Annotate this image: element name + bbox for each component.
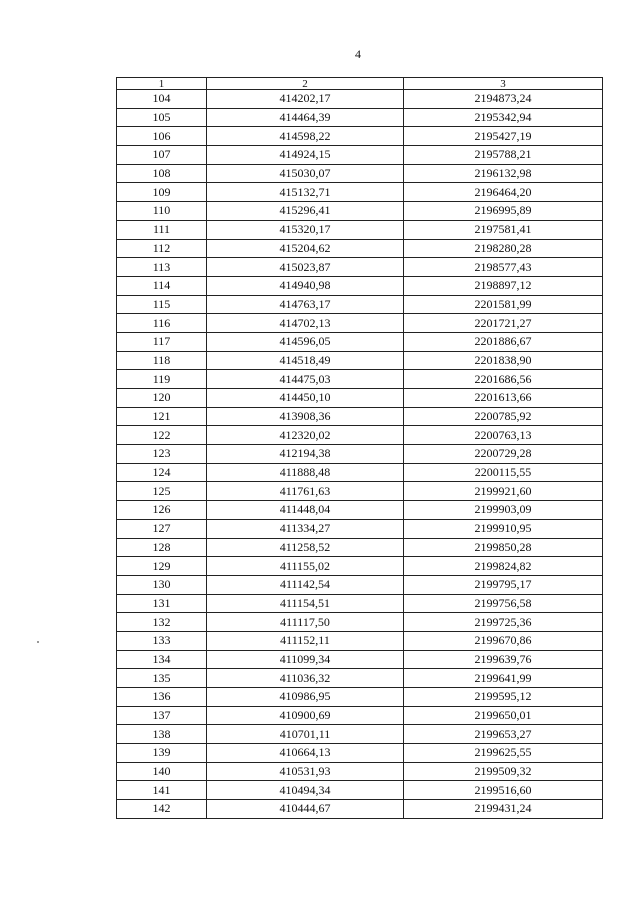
cell-point-number: 115 — [117, 295, 207, 314]
cell-point-number: 105 — [117, 108, 207, 127]
cell-point-number: 127 — [117, 519, 207, 538]
cell-y-coordinate: 2195788,21 — [404, 146, 603, 165]
cell-x-coordinate: 414450,10 — [207, 389, 404, 408]
cell-y-coordinate: 2196132,98 — [404, 164, 603, 183]
table-row — [117, 108, 603, 127]
cell-point-number: 113 — [117, 258, 207, 277]
cell-y-coordinate: 2197581,41 — [404, 220, 603, 239]
cell-y-coordinate: 2200729,28 — [404, 445, 603, 464]
cell-point-number: 138 — [117, 725, 207, 744]
table-row — [117, 426, 603, 445]
cell-y-coordinate: 2195342,94 — [404, 108, 603, 127]
cell-point-number: 141 — [117, 781, 207, 800]
cell-x-coordinate: 411258,52 — [207, 538, 404, 557]
cell-y-coordinate: 2201721,27 — [404, 314, 603, 333]
cell-y-coordinate: 2198897,12 — [404, 276, 603, 295]
cell-y-coordinate: 2199725,36 — [404, 613, 603, 632]
cell-point-number: 117 — [117, 332, 207, 351]
cell-point-number: 112 — [117, 239, 207, 258]
cell-y-coordinate: 2199641,99 — [404, 669, 603, 688]
cell-point-number: 132 — [117, 613, 207, 632]
table-body — [117, 90, 603, 819]
page-number: 4 — [355, 47, 361, 61]
table-row — [117, 594, 603, 613]
cell-x-coordinate: 410444,67 — [207, 800, 404, 819]
cell-point-number: 111 — [117, 220, 207, 239]
cell-y-coordinate: 2199625,55 — [404, 744, 603, 763]
table-row — [117, 557, 603, 576]
table-row — [117, 332, 603, 351]
cell-y-coordinate: 2201886,67 — [404, 332, 603, 351]
cell-y-coordinate: 2194873,24 — [404, 90, 603, 109]
cell-y-coordinate: 2196464,20 — [404, 183, 603, 202]
cell-y-coordinate: 2199509,32 — [404, 762, 603, 781]
cell-y-coordinate: 2198280,28 — [404, 239, 603, 258]
table-row — [117, 538, 603, 557]
cell-x-coordinate: 411888,48 — [207, 463, 404, 482]
cell-point-number: 122 — [117, 426, 207, 445]
cell-x-coordinate: 411152,11 — [207, 631, 404, 650]
cell-point-number: 120 — [117, 389, 207, 408]
cell-x-coordinate: 410701,11 — [207, 725, 404, 744]
table-row — [117, 781, 603, 800]
cell-point-number: 114 — [117, 276, 207, 295]
cell-x-coordinate: 414464,39 — [207, 108, 404, 127]
cell-x-coordinate: 414596,05 — [207, 332, 404, 351]
cell-point-number: 118 — [117, 351, 207, 370]
table-row — [117, 295, 603, 314]
cell-point-number: 106 — [117, 127, 207, 146]
cell-x-coordinate: 414518,49 — [207, 351, 404, 370]
table-header-row — [117, 78, 603, 90]
cell-point-number: 130 — [117, 575, 207, 594]
cell-x-coordinate: 415204,62 — [207, 239, 404, 258]
cell-point-number: 136 — [117, 688, 207, 707]
cell-x-coordinate: 410900,69 — [207, 706, 404, 725]
table-row — [117, 146, 603, 165]
table-row — [117, 258, 603, 277]
table-row — [117, 688, 603, 707]
cell-y-coordinate: 2199516,60 — [404, 781, 603, 800]
cell-x-coordinate: 410531,93 — [207, 762, 404, 781]
cell-y-coordinate: 2200763,13 — [404, 426, 603, 445]
cell-point-number: 121 — [117, 407, 207, 426]
cell-y-coordinate: 2198577,43 — [404, 258, 603, 277]
cell-point-number: 126 — [117, 501, 207, 520]
cell-point-number: 142 — [117, 800, 207, 819]
table-row — [117, 706, 603, 725]
cell-y-coordinate: 2201581,99 — [404, 295, 603, 314]
coordinates-table — [116, 77, 603, 819]
cell-point-number: 133 — [117, 631, 207, 650]
cell-x-coordinate: 411099,34 — [207, 650, 404, 669]
cell-x-coordinate: 411142,54 — [207, 575, 404, 594]
cell-point-number: 137 — [117, 706, 207, 725]
table-row — [117, 183, 603, 202]
cell-x-coordinate: 414924,15 — [207, 146, 404, 165]
cell-y-coordinate: 2201686,56 — [404, 370, 603, 389]
cell-y-coordinate: 2199756,58 — [404, 594, 603, 613]
scan-artifact-dot — [37, 641, 39, 643]
cell-x-coordinate: 412320,02 — [207, 426, 404, 445]
cell-point-number: 134 — [117, 650, 207, 669]
cell-x-coordinate: 414702,13 — [207, 314, 404, 333]
table-row — [117, 90, 603, 109]
cell-y-coordinate: 2195427,19 — [404, 127, 603, 146]
table-row — [117, 276, 603, 295]
cell-x-coordinate: 410664,13 — [207, 744, 404, 763]
cell-y-coordinate: 2200115,55 — [404, 463, 603, 482]
cell-point-number: 123 — [117, 445, 207, 464]
table-row — [117, 164, 603, 183]
cell-x-coordinate: 414940,98 — [207, 276, 404, 295]
cell-point-number: 110 — [117, 202, 207, 221]
table-row — [117, 501, 603, 520]
column-header-x: 2 — [207, 78, 404, 90]
cell-y-coordinate: 2199903,09 — [404, 501, 603, 520]
cell-y-coordinate: 2199824,82 — [404, 557, 603, 576]
cell-x-coordinate: 415023,87 — [207, 258, 404, 277]
table-row — [117, 669, 603, 688]
table-row — [117, 351, 603, 370]
cell-x-coordinate: 413908,36 — [207, 407, 404, 426]
cell-y-coordinate: 2199795,17 — [404, 575, 603, 594]
table-row — [117, 800, 603, 819]
cell-y-coordinate: 2199653,27 — [404, 725, 603, 744]
cell-x-coordinate: 415030,07 — [207, 164, 404, 183]
table-row — [117, 575, 603, 594]
cell-x-coordinate: 411334,27 — [207, 519, 404, 538]
table-row — [117, 519, 603, 538]
cell-point-number: 135 — [117, 669, 207, 688]
cell-x-coordinate: 414202,17 — [207, 90, 404, 109]
table-row — [117, 407, 603, 426]
cell-x-coordinate: 411448,04 — [207, 501, 404, 520]
cell-y-coordinate: 2199910,95 — [404, 519, 603, 538]
cell-x-coordinate: 411155,02 — [207, 557, 404, 576]
cell-y-coordinate: 2199639,76 — [404, 650, 603, 669]
cell-y-coordinate: 2199670,86 — [404, 631, 603, 650]
cell-point-number: 125 — [117, 482, 207, 501]
cell-x-coordinate: 415296,41 — [207, 202, 404, 221]
cell-y-coordinate: 2199850,28 — [404, 538, 603, 557]
table-row — [117, 389, 603, 408]
table-row — [117, 202, 603, 221]
table-row — [117, 762, 603, 781]
cell-point-number: 119 — [117, 370, 207, 389]
cell-point-number: 104 — [117, 90, 207, 109]
cell-point-number: 131 — [117, 594, 207, 613]
table-row — [117, 314, 603, 333]
cell-x-coordinate: 414475,03 — [207, 370, 404, 389]
table-row — [117, 613, 603, 632]
cell-point-number: 128 — [117, 538, 207, 557]
cell-x-coordinate: 411761,63 — [207, 482, 404, 501]
table-row — [117, 220, 603, 239]
cell-point-number: 116 — [117, 314, 207, 333]
cell-point-number: 140 — [117, 762, 207, 781]
table-row — [117, 370, 603, 389]
cell-point-number: 124 — [117, 463, 207, 482]
cell-y-coordinate: 2196995,89 — [404, 202, 603, 221]
table-row — [117, 127, 603, 146]
table-row — [117, 631, 603, 650]
column-header-number: 1 — [117, 78, 207, 90]
cell-point-number: 107 — [117, 146, 207, 165]
cell-x-coordinate: 414763,17 — [207, 295, 404, 314]
table-row — [117, 463, 603, 482]
cell-x-coordinate: 411117,50 — [207, 613, 404, 632]
cell-y-coordinate: 2199921,60 — [404, 482, 603, 501]
cell-x-coordinate: 415320,17 — [207, 220, 404, 239]
cell-x-coordinate: 412194,38 — [207, 445, 404, 464]
cell-y-coordinate: 2201613,66 — [404, 389, 603, 408]
cell-point-number: 129 — [117, 557, 207, 576]
table-row — [117, 482, 603, 501]
cell-y-coordinate: 2199595,12 — [404, 688, 603, 707]
cell-x-coordinate: 410986,95 — [207, 688, 404, 707]
cell-y-coordinate: 2201838,90 — [404, 351, 603, 370]
cell-x-coordinate: 414598,22 — [207, 127, 404, 146]
cell-x-coordinate: 410494,34 — [207, 781, 404, 800]
table-row — [117, 239, 603, 258]
table-row — [117, 725, 603, 744]
table-row — [117, 744, 603, 763]
cell-y-coordinate: 2199650,01 — [404, 706, 603, 725]
cell-x-coordinate: 411036,32 — [207, 669, 404, 688]
cell-x-coordinate: 415132,71 — [207, 183, 404, 202]
column-header-y: 3 — [404, 78, 603, 90]
cell-point-number: 109 — [117, 183, 207, 202]
cell-y-coordinate: 2199431,24 — [404, 800, 603, 819]
table-row — [117, 650, 603, 669]
table-row — [117, 445, 603, 464]
cell-x-coordinate: 411154,51 — [207, 594, 404, 613]
cell-point-number: 108 — [117, 164, 207, 183]
cell-point-number: 139 — [117, 744, 207, 763]
cell-y-coordinate: 2200785,92 — [404, 407, 603, 426]
